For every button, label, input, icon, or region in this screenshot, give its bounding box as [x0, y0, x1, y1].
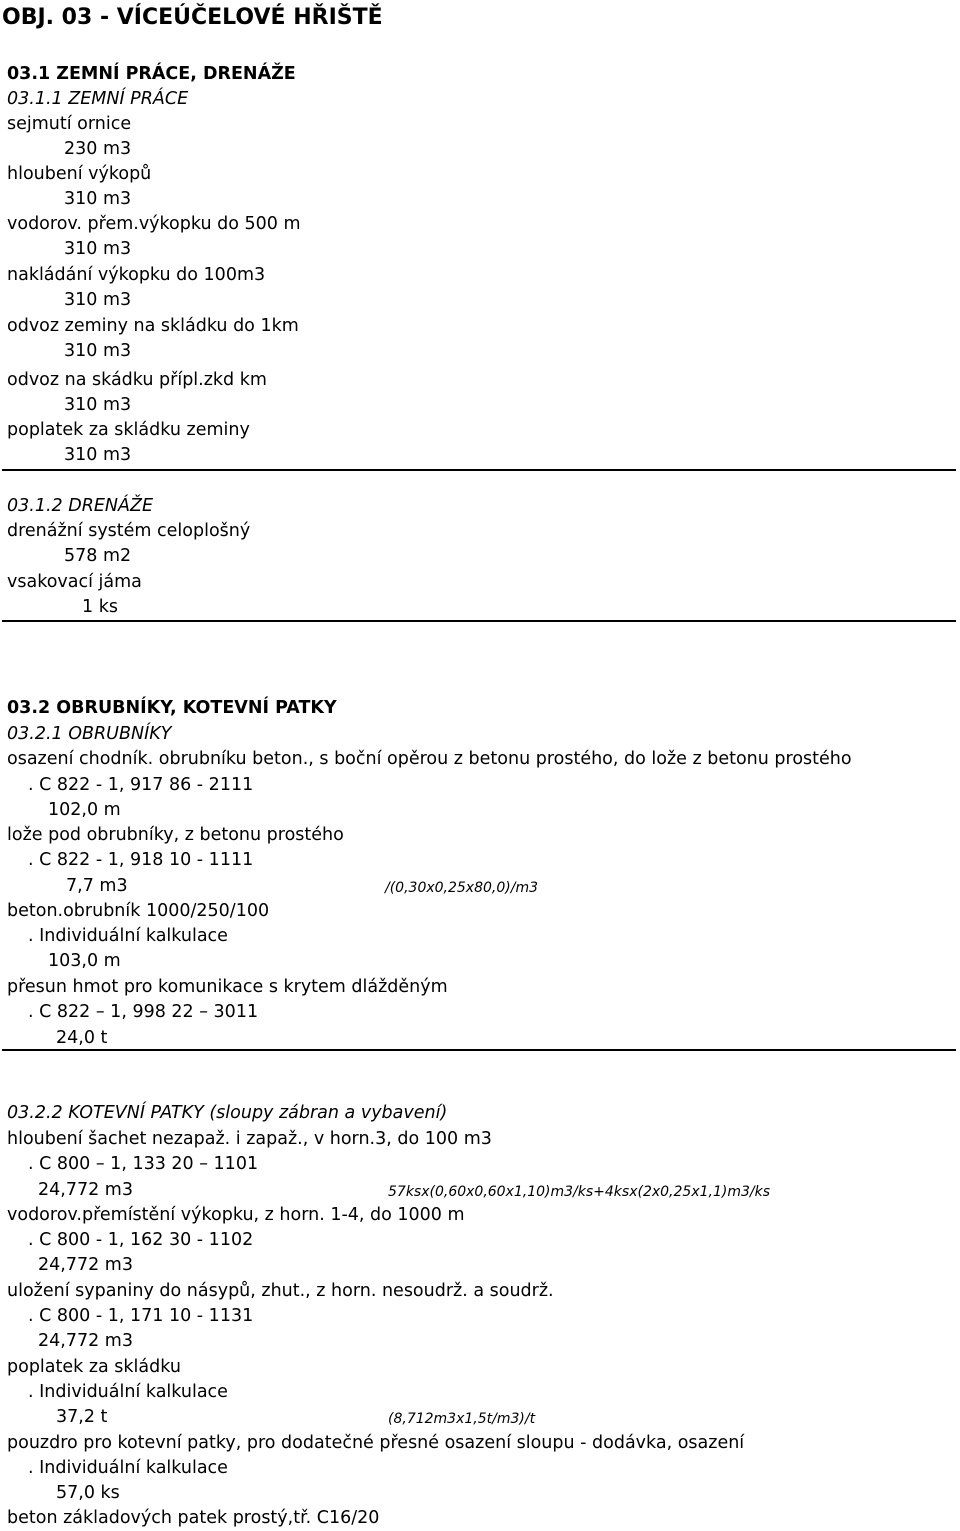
item-quantity: 37,2 t — [56, 1407, 108, 1427]
item-quantity: 24,0 t — [56, 1028, 108, 1048]
item-code: . C 800 - 1, 162 30 - 1102 — [28, 1230, 254, 1250]
section-divider — [2, 620, 956, 622]
item-quantity: 103,0 m — [48, 951, 121, 971]
item-code: . C 800 - 1, 171 10 - 1131 — [28, 1306, 254, 1326]
item-name: lože pod obrubníky, z betonu prostého — [7, 825, 344, 845]
subsection-heading: 03.2.1 OBRUBNÍKY — [7, 724, 172, 744]
item-name: vodorov.přemístění výkopku, z horn. 1-4, do 1000 m — [7, 1205, 465, 1225]
calculation-note: 57ksx(0,60x0,60x1,10)m3/ks+4ksx(2x0,25x1,1)m3/ks — [388, 1184, 770, 1200]
item-code: . Individuální kalkulace — [28, 926, 228, 946]
item-quantity: 310 m3 — [64, 189, 132, 209]
item-quantity: 57,0 ks — [56, 1483, 120, 1503]
subsection-heading: 03.1.1 ZEMNÍ PRÁCE — [7, 89, 189, 109]
item-quantity: 230 m3 — [64, 139, 132, 159]
item-name: osazení chodník. obrubníku beton., s boční opěrou z betonu prostého, do lože z betonu prostého — [7, 749, 852, 769]
item-name: beton základových patek prostý,tř. C16/20 — [7, 1508, 380, 1528]
item-quantity: 578 m2 — [64, 546, 132, 566]
item-name: odvoz na skádku přípl.zkd km — [7, 370, 267, 390]
item-name: sejmutí ornice — [7, 114, 132, 134]
item-quantity: 310 m3 — [64, 445, 132, 465]
page-title: OBJ. 03 - VÍCEÚČELOVÉ HŘIŠTĚ — [2, 5, 383, 30]
subsection-heading: 03.2.2 KOTEVNÍ PATKY (sloupy zábran a vybavení) — [7, 1103, 448, 1123]
item-quantity: 7,7 m3 — [66, 876, 128, 896]
item-quantity: 310 m3 — [64, 341, 132, 361]
item-name: nakládání výkopku do 100m3 — [7, 265, 266, 285]
item-quantity: 310 m3 — [64, 395, 132, 415]
item-code: . C 822 – 1, 998 22 – 3011 — [28, 1002, 259, 1022]
item-code: . Individuální kalkulace — [28, 1382, 228, 1402]
section-divider — [2, 1049, 956, 1051]
section-divider — [2, 469, 956, 471]
item-code: . C 800 – 1, 133 20 – 1101 — [28, 1154, 259, 1174]
section-heading: 03.2 OBRUBNÍKY, KOTEVNÍ PATKY — [7, 698, 337, 718]
item-name: poplatek za skládku zeminy — [7, 420, 250, 440]
item-quantity: 1 ks — [82, 597, 118, 617]
item-name: hloubení šachet nezapaž. i zapaž., v horn.3, do 100 m3 — [7, 1129, 492, 1149]
item-name: vsakovací jáma — [7, 572, 142, 592]
item-quantity: 102,0 m — [48, 800, 121, 820]
item-name: poplatek za skládku — [7, 1357, 181, 1377]
section-heading: 03.1 ZEMNÍ PRÁCE, DRENÁŽE — [7, 64, 296, 84]
item-quantity: 24,772 m3 — [38, 1331, 133, 1351]
item-quantity: 24,772 m3 — [38, 1255, 133, 1275]
item-quantity: 24,772 m3 — [38, 1180, 133, 1200]
item-name: přesun hmot pro komunikace s krytem dlážděným — [7, 977, 448, 997]
item-code: . C 822 - 1, 917 86 - 2111 — [28, 775, 254, 795]
item-code: . C 822 - 1, 918 10 - 1111 — [28, 850, 254, 870]
item-name: odvoz zeminy na skládku do 1km — [7, 316, 299, 336]
item-name: hloubení výkopů — [7, 164, 152, 184]
item-name: uložení sypaniny do násypů, zhut., z horn. nesoudrž. a soudrž. — [7, 1281, 554, 1301]
item-code: . Individuální kalkulace — [28, 1458, 228, 1478]
calculation-note: /(0,30x0,25x80,0)/m3 — [385, 880, 538, 896]
item-quantity: 310 m3 — [64, 290, 132, 310]
item-name: beton.obrubník 1000/250/100 — [7, 901, 270, 921]
item-name: vodorov. přem.výkopku do 500 m — [7, 214, 301, 234]
subsection-heading: 03.1.2 DRENÁŽE — [7, 496, 154, 516]
item-name: drenážní systém celoplošný — [7, 521, 251, 541]
item-name: pouzdro pro kotevní patky, pro dodatečné přesné osazení sloupu - dodávka, osazení — [7, 1433, 745, 1453]
calculation-note: (8,712m3x1,5t/m3)/t — [388, 1411, 536, 1427]
item-quantity: 310 m3 — [64, 239, 132, 259]
